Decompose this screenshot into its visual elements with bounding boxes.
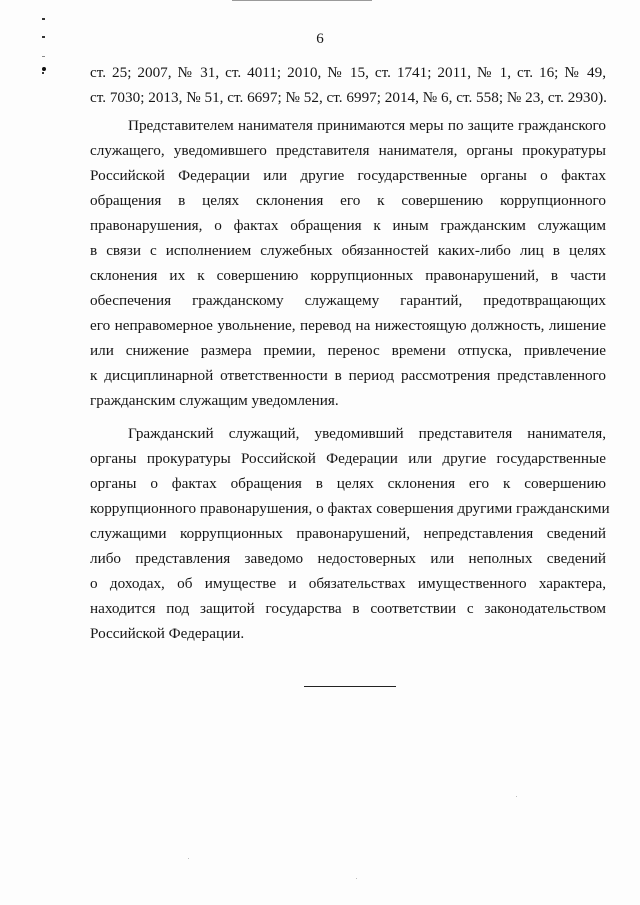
paragraph-2-line: служащими коррупционных правонарушений, непредставления сведений: [90, 525, 606, 542]
scan-speck: [188, 858, 189, 859]
margin-scan-mark: [42, 72, 44, 74]
citation-line: ст. 7030; 2013, № 51, ст. 6697; № 52, ст. 6997; 2014, № 6, ст. 558; № 23, ст. 2930).: [90, 89, 607, 106]
paragraph-2-line: коррупционного правонарушения, о фактах совершения другими гражданскими: [90, 500, 610, 517]
citation-line: ст. 25; 2007, № 31, ст. 4011; 2010, № 15, ст. 1741; 2011, № 1, ст. 16; № 49,: [90, 64, 606, 81]
scan-speck: [516, 796, 517, 797]
margin-scan-mark: [42, 56, 45, 57]
paragraph-1-line: обращения в целях склонения его к совершению коррупционного: [90, 192, 606, 209]
paragraph-1-line: к дисциплинарной ответственности в период рассмотрения представленного: [90, 367, 606, 384]
paragraph-1-line: Представителем нанимателя принимаются меры по защите гражданского: [128, 117, 606, 134]
paragraph-1-line: склонения их к совершению коррупционных правонарушений, в части: [90, 267, 606, 284]
paragraph-1-line: обеспечения гражданскому служащему гарантий, предотвращающих: [90, 292, 606, 309]
paragraph-2-line: органы о фактах обращения в целях склонения его к совершению: [90, 475, 606, 492]
paragraph-1-line: Российской Федерации или другие государственные органы о фактах: [90, 167, 606, 184]
margin-scan-mark: [42, 18, 45, 20]
paragraph-1-line: или снижение размера премии, перенос времени отпуска, привлечение: [90, 342, 606, 359]
paragraph-1-line: в связи с исполнением служебных обязанностей каких-либо лиц в целях: [90, 242, 606, 259]
top-scan-edge-line: [232, 0, 372, 1]
paragraph-2-line: Российской Федерации.: [90, 625, 245, 642]
paragraph-2-line: органы прокуратуры Российской Федерации или другие государственные: [90, 450, 606, 467]
paragraph-1-line: его неправомерное увольнение, перевод на нижестоящую должность, лишение: [90, 317, 606, 334]
paragraph-2-line: находится под защитой государства в соответствии с законодательством: [90, 600, 606, 617]
paragraph-1-line: гражданским служащим уведомления.: [90, 392, 339, 409]
paragraph-1-line: служащего, уведомившего представителя нанимателя, органы прокуратуры: [90, 142, 606, 159]
paragraph-1-line: правонарушения, о фактах обращения к иным гражданским служащим: [90, 217, 606, 234]
scan-speck: [356, 878, 357, 879]
paragraph-2-line: Гражданский служащий, уведомивший представителя нанимателя,: [128, 425, 606, 442]
page-number: 6: [316, 31, 324, 47]
paragraph-2-line: о доходах, об имуществе и обязательствах имущественного характера,: [90, 575, 606, 592]
end-of-document-rule: [304, 686, 396, 687]
margin-scan-dot: [42, 67, 46, 71]
paragraph-2-line: либо представления заведомо недостоверных или неполных сведений: [90, 550, 606, 567]
